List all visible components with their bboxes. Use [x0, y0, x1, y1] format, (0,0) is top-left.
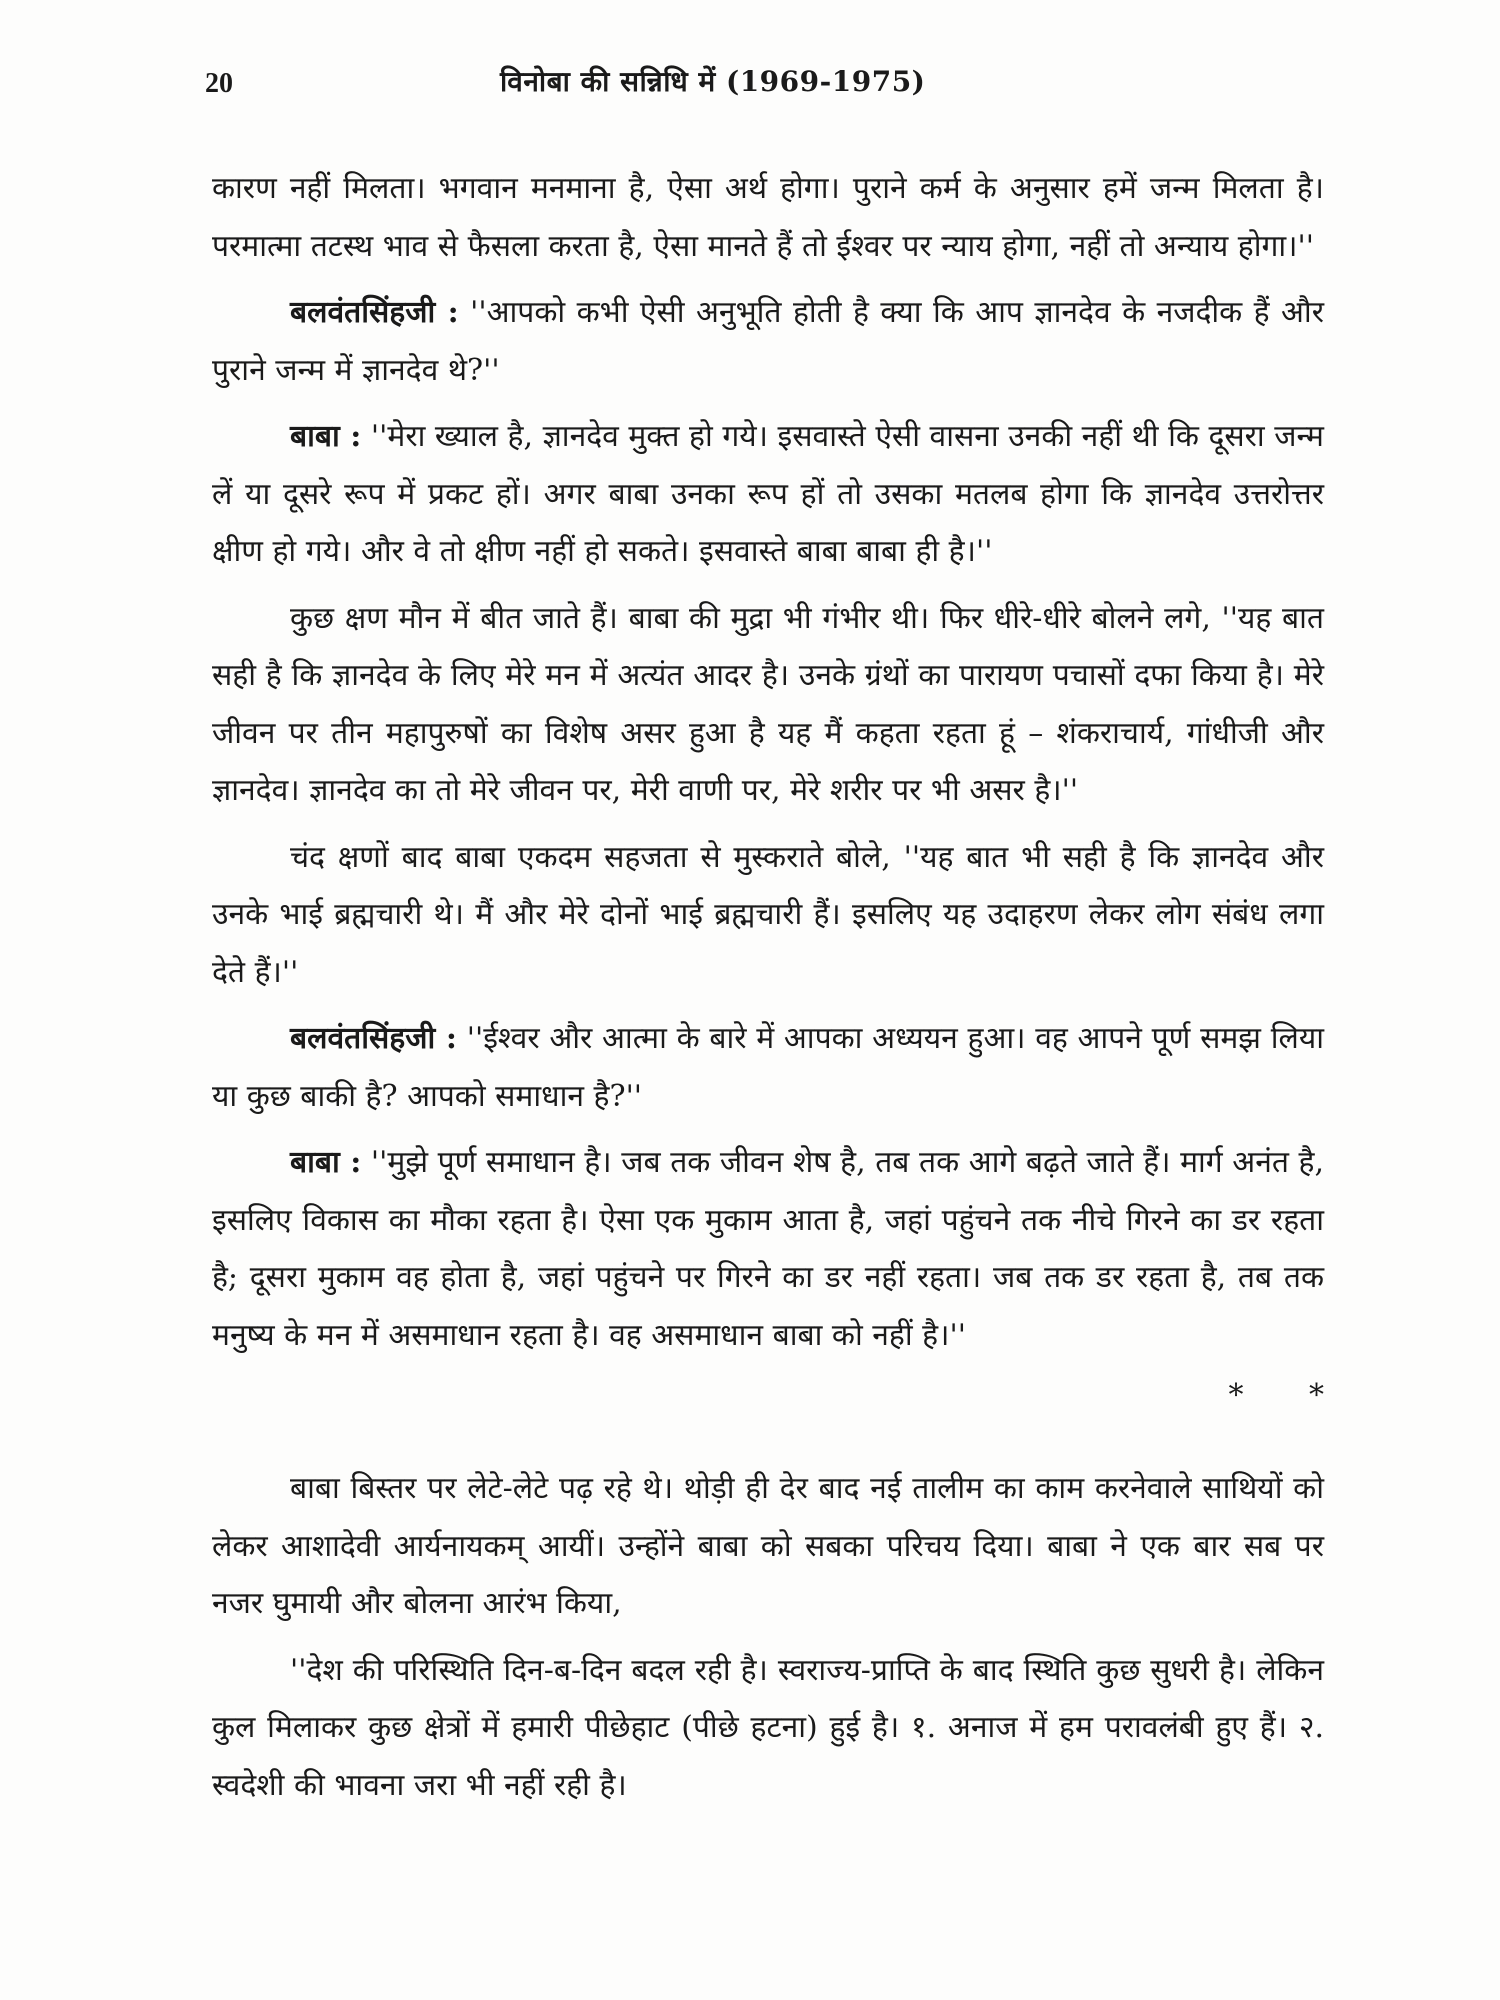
paragraph-7	[212, 1134, 1324, 1364]
dialogue-text: ''आपको कभी ऐसी अनुभूति होती है क्या कि आप ज्ञानदेव के नजदीक हैं और पुराने जन्म में ज्ञानदेव थे?''	[212, 295, 1324, 388]
paragraph-2	[212, 284, 1324, 399]
section-separator: * *	[1228, 1378, 1352, 1413]
paragraph-1: कारण नहीं मिलता। भगवान मनमाना है, ऐसा अर्थ होगा। पुराने कर्म के अनुसार हमें जन्म मिलता है। परमात्मा तटस्थ भाव से फैसला करता है, ऐसा मानते हैं तो ईश्वर पर न्याय होगा, नहीं तो अन्याय होगा।''	[212, 171, 1324, 264]
paragraph-6	[212, 1010, 1324, 1125]
paragraph-9: ''देश की परिस्थिति दिन-ब-दिन बदल रही है। स्वराज्य-प्राप्ति के बाद स्थिति कुछ सुधरी है। लेकिन कुल मिलाकर कुछ क्षेत्रों में हमारी पीछेहाट (पीछे हटना) हुई है। १. अनाज में हम परावलंबी हुए हैं। २. स्वदेशी की भावना जरा भी नहीं रही है।	[212, 1652, 1324, 1803]
running-title: विनोबा की सन्निधि में (1969-1975)	[500, 65, 926, 98]
dialogue-text: ''ईश्वर और आत्मा के बारे में आपका अध्ययन हुआ। वह आपने पूर्ण समझ लिया या कुछ बाकी है? आपको समाधान है?''	[212, 1021, 1324, 1114]
speaker-label: बलवंतसिंहजी :	[290, 295, 459, 330]
speaker-label: बाबा :	[290, 419, 362, 454]
paragraph-8: बाबा बिस्तर पर लेटे-लेटे पढ़ रहे थे। थोड़ी ही देर बाद नई तालीम का काम करनेवाले साथियों को लेकर आशादेवी आर्यनायकम् आयीं। उन्होंने बाबा को सबका परिचय दिया। बाबा ने एक बार सब पर नजर घुमायी और बोलना आरंभ किया,	[212, 1471, 1324, 1621]
dialogue-text: ''मेरा ख्याल है, ज्ञानदेव मुक्त हो गये। इसवास्ते ऐसी वासना उनकी नहीं थी कि दूसरा जन्म लें या दूसरे रूप में प्रकट हों। अगर बाबा उनका रूप हों तो उसका मतलब होगा कि ज्ञानदेव उत्तरोत्तर क्षीण हो गये। और वे तो क्षीण नहीं हो सकते। इसवास्ते बाबा बाबा ही है।''	[212, 419, 1324, 569]
paragraph-3	[212, 408, 1324, 581]
speaker-label: बलवंतसिंहजी :	[290, 1021, 457, 1056]
page-number: 20	[205, 68, 233, 99]
paragraph-5: चंद क्षणों बाद बाबा एकदम सहजता से मुस्कराते बोले, ''यह बात भी सही है कि ज्ञानदेव और उनके भाई ब्रह्मचारी थे। मैं और मेरे दोनों भाई ब्रह्मचारी हैं। इसलिए यह उदाहरण लेकर लोग संबंध लगा देते हैं।''	[212, 839, 1324, 990]
body-text	[212, 160, 1352, 1823]
page-header	[205, 62, 1325, 102]
dialogue-text: ''मुझे पूर्ण समाधान है। जब तक जीवन शेष है, तब तक आगे बढ़ते जाते हैं। मार्ग अनंत है, इसलिए विकास का मौका रहता है। ऐसा एक मुकाम आता है, जहां पहुंचने तक नीचे गिरने का डर रहता है; दूसरा मुकाम वह होता है, जहां पहुंचने पर गिरने का डर नहीं रहता। जब तक डर रहता है, तब तक मनुष्य के मन में असमाधान रहता है। वह असमाधान बाबा को नहीं है।''	[212, 1145, 1324, 1353]
speaker-label: बाबा :	[290, 1145, 362, 1180]
paragraph-4: कुछ क्षण मौन में बीत जाते हैं। बाबा की मुद्रा भी गंभीर थी। फिर धीरे-धीरे बोलने लगे, ''यह बात सही है कि ज्ञानदेव के लिए मेरे मन में अत्यंत आदर है। उनके ग्रंथों का पारायण पचासों दफा किया है। मेरे जीवन पर तीन महापुरुषों का विशेष असर हुआ है यह मैं कहता रहता हूं – शंकराचार्य, गांधीजी और ज्ञानदेव। ज्ञानदेव का तो मेरे जीवन पर, मेरी वाणी पर, मेरे शरीर पर भी असर है।''	[212, 600, 1324, 808]
